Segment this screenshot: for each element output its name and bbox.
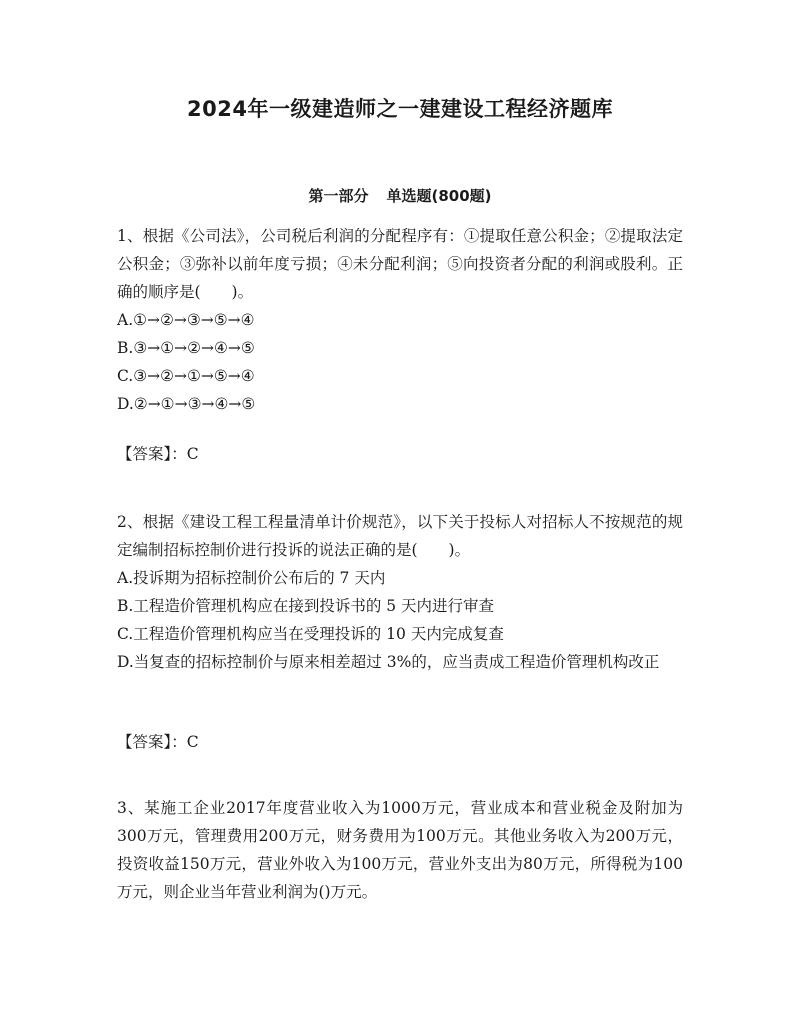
option-b: B.工程造价管理机构应在接到投诉书的 5 天内进行审查 (117, 597, 495, 615)
option-d: D.②→①→③→④→⑤ (117, 395, 256, 413)
document-title: 2024年一级建造师之一建建设工程经济题库 (187, 97, 613, 121)
answer-value: C (186, 733, 199, 751)
question-stem: 2、根据《建设工程工程量清单计价规范》，以下关于投标人对招标人不按规范的规定编制招标控制价进行投诉的说法正确的是( )。 (117, 513, 683, 559)
section-heading (0, 184, 800, 208)
section-part: 第一部分 (308, 187, 369, 205)
option-a: A.投诉期为招标控制价公布后的 7 天内 (117, 569, 386, 587)
section-name: 单选题(800题) (386, 187, 492, 205)
option-c: C.工程造价管理机构应当在受理投诉的 10 天内完成复查 (117, 625, 504, 643)
option-a: A.①→②→③→⑤→④ (117, 311, 255, 329)
option-b: B.③→①→②→④→⑤ (117, 339, 255, 357)
answer-1 (117, 440, 199, 468)
answer-label: 【答案】： (117, 445, 187, 463)
question-stem: 1、根据《公司法》，公司税后利润的分配程序有：①提取任意公积金；②提取法定公积金；③弥补以前年度亏损；④未分配利润；⑤向投资者分配的利润或股利。正确的顺序是( )。 (117, 227, 683, 301)
answer-2 (117, 728, 199, 756)
question-1 (117, 222, 683, 418)
question-3 (117, 794, 683, 906)
option-c: C.③→②→①→⑤→④ (117, 367, 255, 385)
option-d: D.当复查的招标控制价与原来相差超过 3%的，应当责成工程造价管理机构改正 (117, 653, 660, 671)
answer-value: C (186, 445, 199, 463)
question-2 (117, 508, 683, 676)
answer-label: 【答案】： (117, 733, 187, 751)
question-stem: 3、某施工企业2017年度营业收入为1000万元，营业成本和营业税金及附加为300万元，管理费用200万元，财务费用为100万元。其他业务收入为200万元，投资收益150万元，营业外收入为100万元，营业外支出为80万元，所得税为100万元，则企业当年营业利润为()万元。 (117, 799, 683, 901)
